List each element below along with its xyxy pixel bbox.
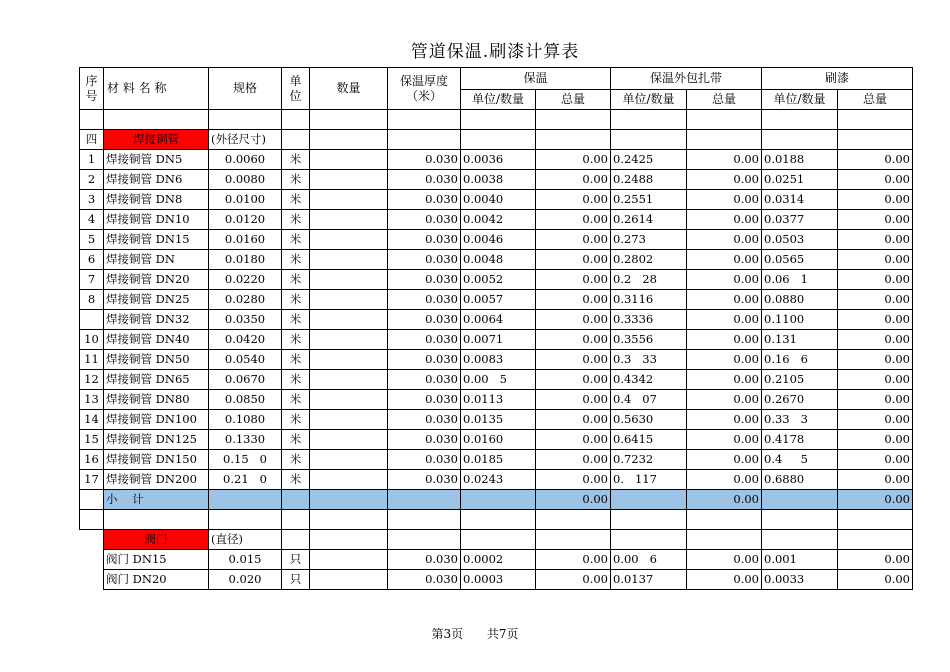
row-wrap-unit: 0.3336 bbox=[611, 310, 687, 330]
row-seq: 11 bbox=[80, 350, 104, 370]
row-insulation-total: 0.00 bbox=[536, 150, 611, 170]
row-seq: 7 bbox=[80, 270, 104, 290]
row-unit: 米 bbox=[282, 390, 310, 410]
header-wrap-unit: 单位/数量 bbox=[611, 90, 687, 110]
row-wrap-total: 0.00 bbox=[687, 230, 762, 250]
row-thickness: 0.030 bbox=[388, 270, 461, 290]
row-insulation-unit: 0.0243 bbox=[461, 470, 536, 490]
row-insulation-total: 0.00 bbox=[536, 570, 611, 590]
row-spec: 0.1080 bbox=[209, 410, 282, 430]
row-thickness: 0.030 bbox=[388, 450, 461, 470]
row-qty bbox=[310, 290, 388, 310]
row-qty bbox=[310, 190, 388, 210]
row-name: 焊接铜管 DN20 bbox=[104, 270, 209, 290]
row-unit: 米 bbox=[282, 450, 310, 470]
row-spec: 0.015 bbox=[209, 550, 282, 570]
row-wrap-total: 0.00 bbox=[687, 410, 762, 430]
row-paint-unit: 0.4 5 bbox=[762, 450, 838, 470]
section-seq: 四 bbox=[80, 130, 104, 150]
row-wrap-total: 0.00 bbox=[687, 170, 762, 190]
row-paint-total: 0.00 bbox=[838, 430, 913, 450]
row-unit: 米 bbox=[282, 470, 310, 490]
subtotal-label: 小 计 bbox=[104, 490, 209, 510]
header-qty: 数量 bbox=[310, 68, 388, 110]
row-insulation-total: 0.00 bbox=[536, 330, 611, 350]
row-paint-total: 0.00 bbox=[838, 290, 913, 310]
row-insulation-unit: 0.0048 bbox=[461, 250, 536, 270]
row-paint-total: 0.00 bbox=[838, 390, 913, 410]
row-wrap-unit: 0. 117 bbox=[611, 470, 687, 490]
row-wrap-unit: 0.3116 bbox=[611, 290, 687, 310]
row-insulation-total: 0.00 bbox=[536, 410, 611, 430]
row-name: 焊接铜管 DN5 bbox=[104, 150, 209, 170]
row-seq: 1 bbox=[80, 150, 104, 170]
row-qty bbox=[310, 470, 388, 490]
row-insulation-unit: 0.0064 bbox=[461, 310, 536, 330]
row-spec: 0.0670 bbox=[209, 370, 282, 390]
row-qty bbox=[310, 450, 388, 470]
row-seq: 17 bbox=[80, 470, 104, 490]
row-paint-total: 0.00 bbox=[838, 210, 913, 230]
table-row bbox=[80, 250, 913, 270]
row-name: 焊接铜管 DN100 bbox=[104, 410, 209, 430]
row-unit: 米 bbox=[282, 250, 310, 270]
calc-table bbox=[79, 67, 913, 590]
row-thickness: 0.030 bbox=[388, 150, 461, 170]
row-insulation-unit: 0.0038 bbox=[461, 170, 536, 190]
row-name: 阀门 DN15 bbox=[104, 550, 209, 570]
row-insulation-unit: 0.0135 bbox=[461, 410, 536, 430]
row-paint-unit: 0.0377 bbox=[762, 210, 838, 230]
row-name: 焊接铜管 DN10 bbox=[104, 210, 209, 230]
header-unit: 单位 bbox=[282, 68, 310, 110]
row-paint-total: 0.00 bbox=[838, 550, 913, 570]
row-paint-total: 0.00 bbox=[838, 150, 913, 170]
subtotal-row bbox=[80, 490, 913, 510]
table-row bbox=[80, 310, 913, 330]
row-qty bbox=[310, 350, 388, 370]
row-insulation-total: 0.00 bbox=[536, 470, 611, 490]
row-name: 焊接铜管 DN8 bbox=[104, 190, 209, 210]
row-paint-total: 0.00 bbox=[838, 270, 913, 290]
table-row bbox=[80, 290, 913, 310]
row-wrap-total: 0.00 bbox=[687, 550, 762, 570]
row-insulation-total: 0.00 bbox=[536, 310, 611, 330]
row-spec: 0.15 0 bbox=[209, 450, 282, 470]
row-spec: 0.020 bbox=[209, 570, 282, 590]
row-seq: 14 bbox=[80, 410, 104, 430]
row-insulation-total: 0.00 bbox=[536, 250, 611, 270]
row-wrap-unit: 0.5630 bbox=[611, 410, 687, 430]
row-name: 焊接铜管 DN65 bbox=[104, 370, 209, 390]
row-thickness: 0.030 bbox=[388, 290, 461, 310]
row-wrap-unit: 0.273 bbox=[611, 230, 687, 250]
row-wrap-total: 0.00 bbox=[687, 270, 762, 290]
row-name: 焊接铜管 DN50 bbox=[104, 350, 209, 370]
row-paint-unit: 0.0033 bbox=[762, 570, 838, 590]
row-insulation-unit: 0.0002 bbox=[461, 550, 536, 570]
row-wrap-total: 0.00 bbox=[687, 350, 762, 370]
row-insulation-total: 0.00 bbox=[536, 350, 611, 370]
row-paint-total: 0.00 bbox=[838, 310, 913, 330]
row-paint-total: 0.00 bbox=[838, 450, 913, 470]
row-insulation-unit: 0.00 5 bbox=[461, 370, 536, 390]
table-row bbox=[80, 430, 913, 450]
row-insulation-total: 0.00 bbox=[536, 210, 611, 230]
section-name: 焊接铜管 bbox=[104, 130, 209, 150]
header-paint-unit: 单位/数量 bbox=[762, 90, 838, 110]
row-name: 焊接铜管 DN32 bbox=[104, 310, 209, 330]
row-insulation-unit: 0.0057 bbox=[461, 290, 536, 310]
header-spec: 规格 bbox=[209, 68, 282, 110]
row-unit: 米 bbox=[282, 270, 310, 290]
row-spec: 0.0180 bbox=[209, 250, 282, 270]
row-paint-unit: 0.0565 bbox=[762, 250, 838, 270]
table-row bbox=[80, 390, 913, 410]
row-paint-unit: 0.0880 bbox=[762, 290, 838, 310]
row-qty bbox=[310, 570, 388, 590]
row-seq bbox=[80, 550, 104, 570]
row-wrap-total: 0.00 bbox=[687, 390, 762, 410]
row-thickness: 0.030 bbox=[388, 230, 461, 250]
row-paint-total: 0.00 bbox=[838, 570, 913, 590]
row-seq: 13 bbox=[80, 390, 104, 410]
section2-spec: (直径) bbox=[209, 530, 282, 550]
row-name: 焊接铜管 DN40 bbox=[104, 330, 209, 350]
row-wrap-unit: 0.2802 bbox=[611, 250, 687, 270]
table-row bbox=[80, 230, 913, 250]
row-thickness: 0.030 bbox=[388, 170, 461, 190]
row-seq: 3 bbox=[80, 190, 104, 210]
header-paint: 刷漆 bbox=[762, 68, 913, 90]
page-footer bbox=[0, 625, 950, 642]
row-seq bbox=[80, 310, 104, 330]
row-wrap-total: 0.00 bbox=[687, 250, 762, 270]
row-paint-unit: 0.001 bbox=[762, 550, 838, 570]
row-spec: 0.0420 bbox=[209, 330, 282, 350]
section-spec: (外径尺寸) bbox=[209, 130, 282, 150]
row-insulation-unit: 0.0185 bbox=[461, 450, 536, 470]
row-unit: 只 bbox=[282, 570, 310, 590]
row-paint-unit: 0.6880 bbox=[762, 470, 838, 490]
row-paint-unit: 0.06 1 bbox=[762, 270, 838, 290]
row-seq: 12 bbox=[80, 370, 104, 390]
row-spec: 0.0280 bbox=[209, 290, 282, 310]
row-paint-total: 0.00 bbox=[838, 330, 913, 350]
row-insulation-unit: 0.0160 bbox=[461, 430, 536, 450]
row-qty bbox=[310, 270, 388, 290]
row-qty bbox=[310, 430, 388, 450]
page-total: 共7页 bbox=[486, 627, 519, 641]
row-wrap-total: 0.00 bbox=[687, 150, 762, 170]
row-wrap-total: 0.00 bbox=[687, 450, 762, 470]
row-unit: 米 bbox=[282, 170, 310, 190]
row-seq: 8 bbox=[80, 290, 104, 310]
blank-row bbox=[80, 110, 913, 130]
row-thickness: 0.030 bbox=[388, 570, 461, 590]
table-row bbox=[80, 450, 913, 470]
row-unit: 米 bbox=[282, 310, 310, 330]
row-paint-unit: 0.33 3 bbox=[762, 410, 838, 430]
header-seq: 序号 bbox=[80, 68, 104, 110]
row-spec: 0.0350 bbox=[209, 310, 282, 330]
row-insulation-unit: 0.0040 bbox=[461, 190, 536, 210]
row-insulation-total: 0.00 bbox=[536, 430, 611, 450]
row-thickness: 0.030 bbox=[388, 390, 461, 410]
row-insulation-total: 0.00 bbox=[536, 290, 611, 310]
row-name: 焊接铜管 DN200 bbox=[104, 470, 209, 490]
row-thickness: 0.030 bbox=[388, 210, 461, 230]
row-thickness: 0.030 bbox=[388, 370, 461, 390]
table-row bbox=[80, 410, 913, 430]
row-insulation-unit: 0.0042 bbox=[461, 210, 536, 230]
row-insulation-total: 0.00 bbox=[536, 230, 611, 250]
row-unit: 米 bbox=[282, 430, 310, 450]
row-paint-unit: 0.4178 bbox=[762, 430, 838, 450]
row-thickness: 0.030 bbox=[388, 330, 461, 350]
row-qty bbox=[310, 150, 388, 170]
table-row bbox=[80, 330, 913, 350]
row-wrap-unit: 0.4 07 bbox=[611, 390, 687, 410]
row-insulation-total: 0.00 bbox=[536, 450, 611, 470]
row-wrap-total: 0.00 bbox=[687, 330, 762, 350]
table-row bbox=[80, 170, 913, 190]
row-wrap-total: 0.00 bbox=[687, 430, 762, 450]
row-wrap-unit: 0.2551 bbox=[611, 190, 687, 210]
row-insulation-total: 0.00 bbox=[536, 170, 611, 190]
row-thickness: 0.030 bbox=[388, 190, 461, 210]
section2-row bbox=[80, 530, 913, 550]
subtotal-paint: 0.00 bbox=[838, 490, 913, 510]
row-unit: 米 bbox=[282, 330, 310, 350]
row-wrap-unit: 0.0137 bbox=[611, 570, 687, 590]
header-thickness: 保温厚度（米） bbox=[388, 68, 461, 110]
row-wrap-total: 0.00 bbox=[687, 210, 762, 230]
row-unit: 米 bbox=[282, 190, 310, 210]
row-paint-unit: 0.0251 bbox=[762, 170, 838, 190]
row-insulation-unit: 0.0003 bbox=[461, 570, 536, 590]
row-wrap-unit: 0.00 6 bbox=[611, 550, 687, 570]
row-insulation-total: 0.00 bbox=[536, 370, 611, 390]
row-paint-total: 0.00 bbox=[838, 230, 913, 250]
row-paint-unit: 0.0503 bbox=[762, 230, 838, 250]
row-wrap-unit: 0.4342 bbox=[611, 370, 687, 390]
row-paint-unit: 0.0314 bbox=[762, 190, 838, 210]
row-seq: 6 bbox=[80, 250, 104, 270]
row-qty bbox=[310, 250, 388, 270]
table-row bbox=[80, 470, 913, 490]
row-wrap-unit: 0.2425 bbox=[611, 150, 687, 170]
row-qty bbox=[310, 170, 388, 190]
row-thickness: 0.030 bbox=[388, 410, 461, 430]
row-seq: 5 bbox=[80, 230, 104, 250]
row-unit: 米 bbox=[282, 210, 310, 230]
header-paint-total: 总量 bbox=[838, 90, 913, 110]
table-row bbox=[80, 210, 913, 230]
row-paint-unit: 0.0188 bbox=[762, 150, 838, 170]
row-wrap-total: 0.00 bbox=[687, 310, 762, 330]
row-spec: 0.0160 bbox=[209, 230, 282, 250]
row-wrap-unit: 0.7232 bbox=[611, 450, 687, 470]
row-wrap-total: 0.00 bbox=[687, 370, 762, 390]
row-paint-total: 0.00 bbox=[838, 370, 913, 390]
row-qty bbox=[310, 410, 388, 430]
section2-name: 阀门 bbox=[104, 530, 209, 550]
row-unit: 米 bbox=[282, 150, 310, 170]
row-spec: 0.0220 bbox=[209, 270, 282, 290]
header-insulation: 保温 bbox=[461, 68, 611, 90]
row-qty bbox=[310, 330, 388, 350]
row-wrap-total: 0.00 bbox=[687, 470, 762, 490]
row-thickness: 0.030 bbox=[388, 550, 461, 570]
row-insulation-total: 0.00 bbox=[536, 190, 611, 210]
page-title: 管道保温.刷漆计算表 bbox=[410, 42, 580, 62]
header-wrap: 保温外包扎带 bbox=[611, 68, 762, 90]
row-insulation-unit: 0.0113 bbox=[461, 390, 536, 410]
row-wrap-unit: 0.2488 bbox=[611, 170, 687, 190]
row-qty bbox=[310, 230, 388, 250]
row-name: 焊接铜管 DN bbox=[104, 250, 209, 270]
row-qty bbox=[310, 390, 388, 410]
header-wrap-total: 总量 bbox=[687, 90, 762, 110]
row-spec: 0.0850 bbox=[209, 390, 282, 410]
row-spec: 0.21 0 bbox=[209, 470, 282, 490]
subtotal-wrap: 0.00 bbox=[687, 490, 762, 510]
row-spec: 0.0120 bbox=[209, 210, 282, 230]
table-row bbox=[80, 150, 913, 170]
row-qty bbox=[310, 310, 388, 330]
row-unit: 只 bbox=[282, 550, 310, 570]
row-thickness: 0.030 bbox=[388, 470, 461, 490]
row-spec: 0.0060 bbox=[209, 150, 282, 170]
row-wrap-unit: 0.3 33 bbox=[611, 350, 687, 370]
row-seq: 4 bbox=[80, 210, 104, 230]
row-paint-unit: 0.131 bbox=[762, 330, 838, 350]
section-row bbox=[80, 130, 913, 150]
table-row bbox=[80, 550, 913, 570]
row-insulation-unit: 0.0052 bbox=[461, 270, 536, 290]
row-insulation-unit: 0.0036 bbox=[461, 150, 536, 170]
row-name: 焊接铜管 DN15 bbox=[104, 230, 209, 250]
row-spec: 0.0080 bbox=[209, 170, 282, 190]
row-name: 焊接铜管 DN6 bbox=[104, 170, 209, 190]
blank-row-2 bbox=[80, 510, 913, 530]
row-unit: 米 bbox=[282, 370, 310, 390]
header-insulation-total: 总量 bbox=[536, 90, 611, 110]
row-name: 焊接铜管 DN25 bbox=[104, 290, 209, 310]
row-paint-total: 0.00 bbox=[838, 470, 913, 490]
subtotal-insulation: 0.00 bbox=[536, 490, 611, 510]
row-wrap-unit: 0.2 28 bbox=[611, 270, 687, 290]
row-wrap-unit: 0.2614 bbox=[611, 210, 687, 230]
row-wrap-total: 0.00 bbox=[687, 190, 762, 210]
row-spec: 0.0540 bbox=[209, 350, 282, 370]
table-row bbox=[80, 370, 913, 390]
row-seq bbox=[80, 570, 104, 590]
row-paint-total: 0.00 bbox=[838, 350, 913, 370]
row-insulation-unit: 0.0083 bbox=[461, 350, 536, 370]
row-thickness: 0.030 bbox=[388, 430, 461, 450]
row-thickness: 0.030 bbox=[388, 250, 461, 270]
row-insulation-total: 0.00 bbox=[536, 390, 611, 410]
page-number: 第3页 bbox=[431, 627, 464, 641]
row-wrap-unit: 0.6415 bbox=[611, 430, 687, 450]
row-seq: 10 bbox=[80, 330, 104, 350]
table-row bbox=[80, 570, 913, 590]
row-seq: 16 bbox=[80, 450, 104, 470]
row-paint-unit: 0.2105 bbox=[762, 370, 838, 390]
row-name: 焊接铜管 DN125 bbox=[104, 430, 209, 450]
row-thickness: 0.030 bbox=[388, 350, 461, 370]
row-seq: 15 bbox=[80, 430, 104, 450]
row-unit: 米 bbox=[282, 350, 310, 370]
row-qty bbox=[310, 370, 388, 390]
row-insulation-total: 0.00 bbox=[536, 270, 611, 290]
row-paint-total: 0.00 bbox=[838, 410, 913, 430]
row-qty bbox=[310, 210, 388, 230]
header-name: 材 料 名 称 bbox=[104, 68, 209, 110]
row-paint-total: 0.00 bbox=[838, 170, 913, 190]
row-name: 焊接铜管 DN150 bbox=[104, 450, 209, 470]
row-wrap-unit: 0.3556 bbox=[611, 330, 687, 350]
row-insulation-total: 0.00 bbox=[536, 550, 611, 570]
row-paint-unit: 0.1100 bbox=[762, 310, 838, 330]
row-wrap-total: 0.00 bbox=[687, 570, 762, 590]
row-paint-total: 0.00 bbox=[838, 190, 913, 210]
row-name: 阀门 DN20 bbox=[104, 570, 209, 590]
table-row bbox=[80, 270, 913, 290]
row-name: 焊接铜管 DN80 bbox=[104, 390, 209, 410]
row-paint-unit: 0.16 6 bbox=[762, 350, 838, 370]
table-row bbox=[80, 350, 913, 370]
row-qty bbox=[310, 550, 388, 570]
row-paint-unit: 0.2670 bbox=[762, 390, 838, 410]
row-spec: 0.1330 bbox=[209, 430, 282, 450]
row-seq: 2 bbox=[80, 170, 104, 190]
header-insulation-unit: 单位/数量 bbox=[461, 90, 536, 110]
row-unit: 米 bbox=[282, 230, 310, 250]
row-wrap-total: 0.00 bbox=[687, 290, 762, 310]
row-unit: 米 bbox=[282, 410, 310, 430]
table-row bbox=[80, 190, 913, 210]
row-thickness: 0.030 bbox=[388, 310, 461, 330]
row-paint-total: 0.00 bbox=[838, 250, 913, 270]
row-spec: 0.0100 bbox=[209, 190, 282, 210]
row-insulation-unit: 0.0046 bbox=[461, 230, 536, 250]
row-insulation-unit: 0.0071 bbox=[461, 330, 536, 350]
row-unit: 米 bbox=[282, 290, 310, 310]
